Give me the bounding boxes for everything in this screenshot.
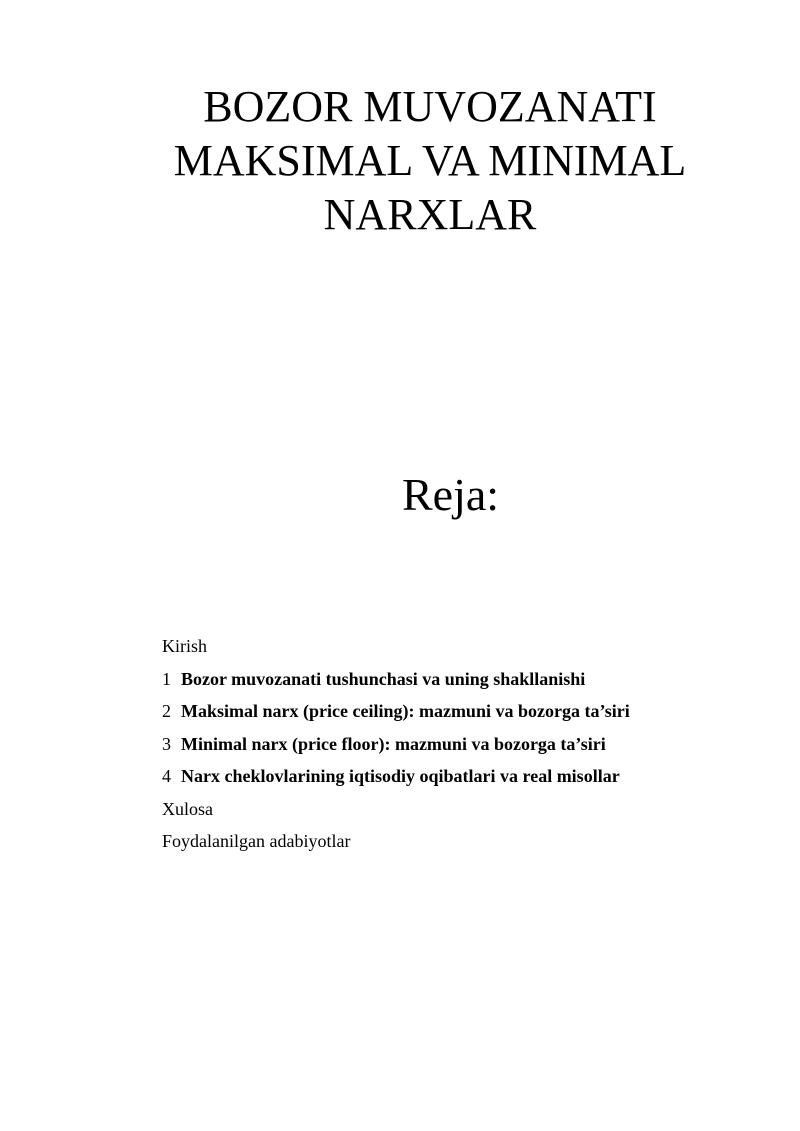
- toc-item-conclusion: [162, 793, 762, 826]
- document-title: [120, 80, 740, 242]
- toc-item-label: Xulosa: [162, 798, 213, 819]
- toc-item-references: [162, 825, 762, 858]
- toc-item-3: [162, 728, 762, 761]
- toc-item-label: Maksimal narx (price ceiling): mazmuni va bozorga ta’siri: [181, 701, 630, 721]
- table-of-contents: [162, 630, 762, 858]
- toc-item-label: Narx cheklovlarining iqtisodiy oqibatlari va real misollar: [181, 766, 620, 786]
- toc-item-number: 2: [162, 701, 171, 721]
- toc-item-2: [162, 695, 762, 728]
- toc-item-1: [162, 663, 762, 696]
- title-line-1: BOZOR MUVOZANATI: [203, 82, 657, 131]
- toc-item-introduction: [162, 630, 762, 663]
- toc-item-label: Foydalanilgan adabiyotlar: [162, 831, 351, 851]
- toc-item-4: [162, 760, 762, 793]
- toc-item-number: 3: [162, 733, 171, 754]
- title-line-3: NARXLAR: [323, 190, 537, 239]
- toc-item-label: Minimal narx (price floor): mazmuni va bozorga ta’siri: [181, 733, 606, 754]
- toc-item-label: Kirish: [162, 636, 207, 656]
- toc-item-number: 4: [162, 766, 171, 786]
- toc-item-number: 1: [162, 668, 171, 689]
- title-line-2: MAKSIMAL VA MINIMAL: [173, 136, 687, 185]
- toc-item-label: Bozor muvozanati tushunchasi va uning shakllanishi: [181, 668, 586, 689]
- plan-heading: Reja:: [402, 469, 500, 520]
